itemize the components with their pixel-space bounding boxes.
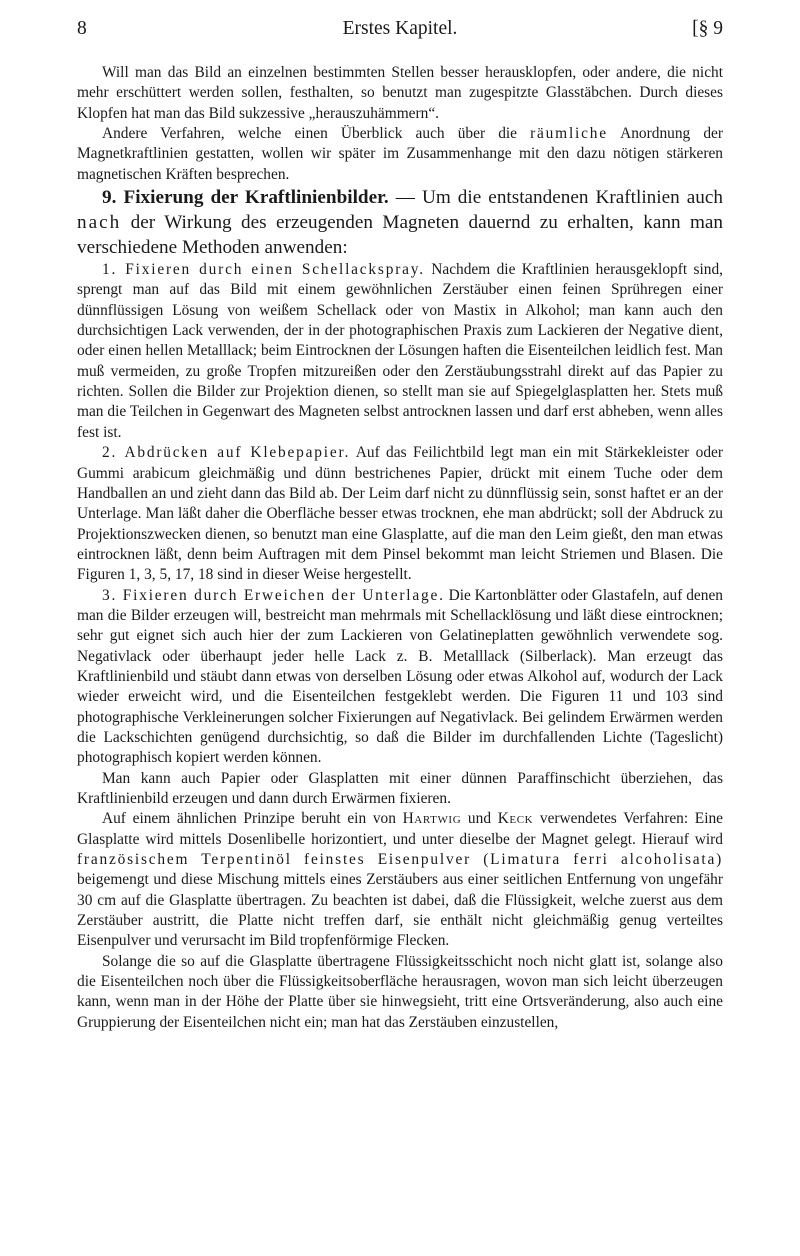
method-3: 3. Fixieren durch Erweichen der Unterlage. Die Kartonblätter oder Glastafeln, auf denen man die Bilder erzeugen will, bestreicht man mehrmals mit Schellacklösung und läßt diese eintrocknen; sehr gut eignet sich auch hier der zum Lackieren von Gelatineplatten gewöhnlich verwendete sog. Negativlack oder überhaupt jeder helle Lack z. B. Metalllack (Silberlack). Man erzeugt das Kraftlinienbild und stäubt dann etwas von derselben Lösung oder etwas Alkohol auf, wodurch der Lack wieder erweicht wird, und die Eisenteilchen festgeklebt werden. Die Figuren 11 und 103 sind photographische Verkleinerungen solcher Fixierungen auf Negativlack. Bei gelindem Erwärmen werden die Lackschichten genügend durchsichtig, so daß die Bilder im durchfallenden Lichte (Tageslicht) photographisch kopiert werden können. [77,586,723,767]
author-keck: Keck [497,810,534,828]
emphasis-terpentinoel: französischem Terpentinöl feinstes Eisenpulver (Limatura ferri alcoholisata) [77,851,723,869]
section-marker: [§ 9 [692,18,723,39]
method-2: 2. Abdrücken auf Klebepapier. Auf das Feilichtbild legt man ein mit Stärkekleister oder Gummi arabicum gleichmäßig und dünn bestrichenes Papier, drückt mit einem Tuche oder dem Handballen an und zieht dann das Bild ab. Der Leim darf nicht zu dünnflüssig sein, sonst haftet er an der Unterlage. Man läßt daher die Oberfläche besser etwas trocknen, ehe man abdrückt; soll der Abdruck zu Projektionszwecken dienen, so benutzt man eine Glasplatte, auf die man den Leim gießt, den man etwas eintrocknen läßt, denn beim Auftragen mit dem Pinsel bekommt man leicht Striemen und Blasen. Die Figuren 1, 3, 5, 17, 18 sind in dieser Weise hergestellt. [77,444,723,584]
method-1: 1. Fixieren durch einen Schellackspray. Nachdem die Kraftlinien herausgeklopft sind, sprengt man auf das Bild mit einem gewöhnlichen Zerstäuber einen feinen Sprühregen einer dünnflüssigen Lösung von weißem Schellack oder von Mastix in Alkohol; man kann auch den durchsichtigen Lack verwenden, der in der photographischen Praxis zum Lackieren der Negative dient, oder einen hellen Metalllack; beim Eintrocknen der Lösungen haften die Eisenteilchen leidlich fest. Man muß vermeiden, zu große Tropfen mitzureißen oder den Zerstäubungsstrahl direkt auf das Papier zu richten. Sollen die Bilder zur Projektion dienen, so stellt man sie auf Spiegelglasplatten her. Stets muß man die Teilchen in Gegenwart des Magneten selbst antrocknen lassen und darf erst abheben, wenn alles fest ist. [77,261,723,441]
method-1-title: 1. Fixieren durch einen Schellackspray. [102,261,425,279]
paragraph-andere-verfahren: Andere Verfahren, welche einen Überblick auch über die räumliche Anordnung der Magnetkraftlinien gestatten, wollen wir später im Zusammenhange mit den dazu nötigen stärkeren magnetischen Kräften besprechen. [77,125,724,183]
paragraph-herausklopfen: Will man das Bild an einzelnen bestimmten Stellen besser herausklopfen, oder andere, die nicht mehr erschüttert werden sollen, festhalten, so benutzt man zugespitzte Glasstäbchen. Durch dieses Klopfen hat man das Bild sukzessive „herauszuhämmern“. [77,64,723,122]
paragraph-solange: Solange die so auf die Glasplatte übertragene Flüssigkeitsschicht noch nicht glatt ist, solange also die Eisenteilchen noch über die Flüssigkeitsoberfläche herausragen, wovon man sich leicht überzeugen kann, wenn man in der Höhe der Platte über sie hinwegsieht, tritt eine Ortsveränderung, also auch eine Gruppierung der Eisenteilchen nicht ein; man hat das Zerstäuben einzustellen, [77,952,723,1031]
author-hartwig: Hartwig [402,810,462,828]
section-heading-fixierung: 9. Fixierung der Kraftlinienbilder. — Um die entstandenen Kraftlinien auch nach der Wirkung des erzeugenden Magneten dauernd zu erhalten, kann man verschiedene Methoden anwenden: [77,187,723,259]
section-title: Fixierung der Kraftlinienbilder. [123,187,389,209]
body-text [77,63,723,1033]
paragraph-paraffin: Man kann auch Papier oder Glasplatten mit einer dünnen Paraffinschicht überziehen, das Kraftlinienbild erzeugen und dann durch Erwärmen fixieren. [77,769,723,807]
method-3-title: 3. Fixieren durch Erweichen der Unterlage. [102,586,445,604]
chapter-title: Erstes Kapitel. [342,18,458,39]
method-2-title: 2. Abdrücken auf Klebepapier. [102,444,351,462]
emphasis-raeumliche: räumliche [530,125,608,143]
paragraph-hartwig-keck: Auf einem ähnlichen Prinzipe beruht ein von Hartwig und Keck verwendetes Verfahren: Eine Glasplatte wird mittels Dosenlibelle horizontiert, und unter dieselbe der Magnet gelegt. Hierauf wird französischem Terpentinöl feinstes Eisenpulver (Limatura ferri alcoholisata) beigemengt und diese Mischung mittels eines Zerstäubers aus einer seitlichen Entfernung von ungefähr 30 cm auf die Glasplatte übertragen. Zu beachten ist dabei, daß die Flüssigkeit, welche zuerst aus dem Zerstäuber austritt, die Platte nicht treffen darf, sie enthält nicht gleichmäßig genug verteiltes Eisenpulver und verursacht im Bild tropfenförmige Flecken. [77,810,724,950]
page-number: 8 [77,18,87,39]
running-header [77,18,723,44]
